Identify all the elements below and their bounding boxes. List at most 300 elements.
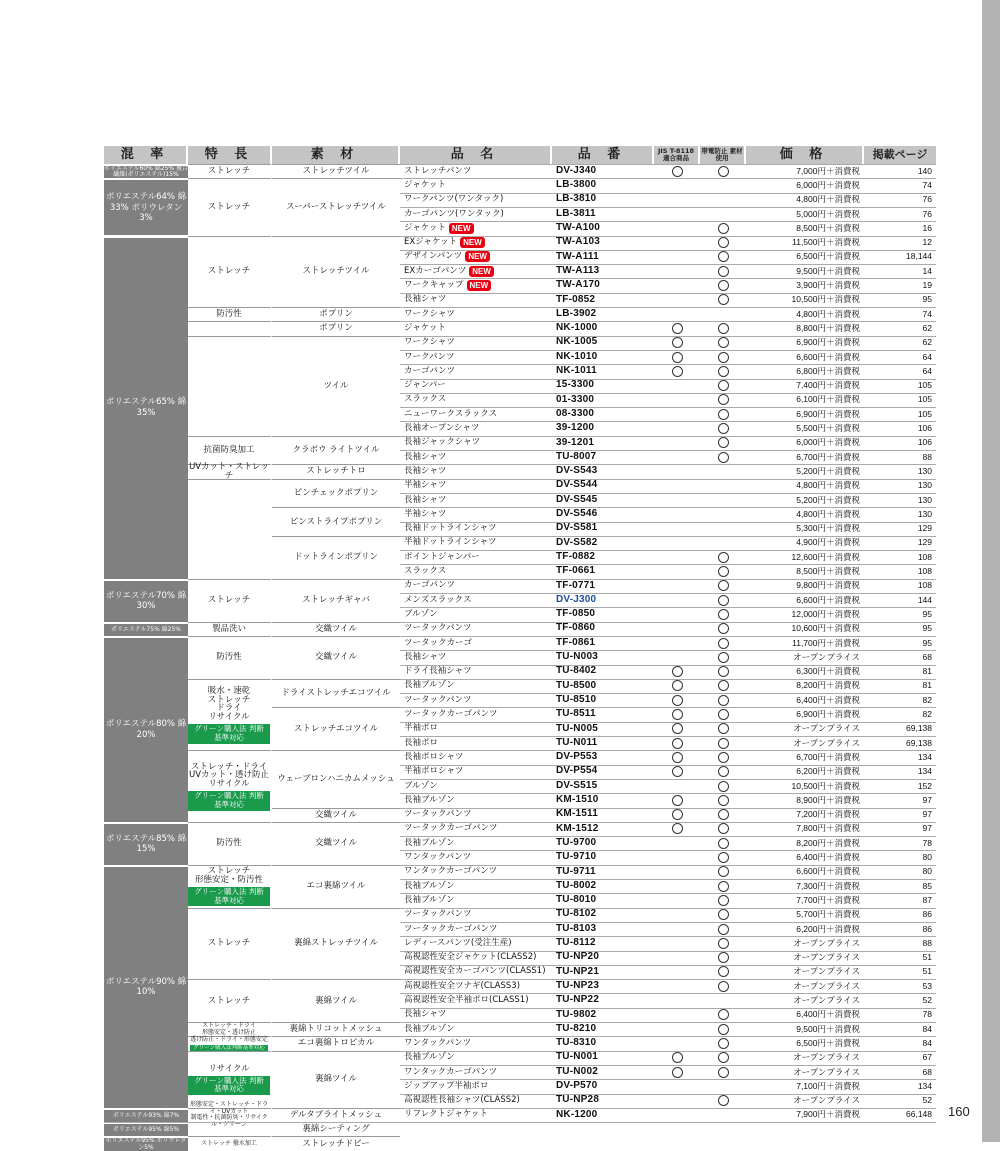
product-name [400, 421, 552, 435]
feature-text: リサイクル [208, 779, 250, 790]
product-price: オープンプライス [793, 1095, 860, 1106]
jis-cell [654, 1079, 700, 1093]
jis-cell [654, 993, 700, 1007]
product-name [400, 493, 552, 507]
feature-text: ストレッチ [207, 266, 251, 277]
feature-text: ストレッチ [207, 995, 251, 1006]
product-price: オープンプライス [793, 737, 860, 748]
jis-mark-icon [672, 352, 683, 363]
feature-cell [188, 679, 272, 751]
antistatic-cell [700, 765, 746, 779]
product-price: 6,700円＋消費税 [796, 751, 860, 762]
antistatic-cell [700, 908, 746, 922]
green-purchase-badge: グリーン購入法 判断基準対応 [188, 724, 270, 743]
antistatic-mark-icon [718, 852, 729, 863]
product-code: LB-3810 [556, 193, 597, 205]
product-name-text: ジャンパー [404, 380, 446, 391]
material-cell [272, 321, 400, 335]
antistatic-cell [700, 879, 746, 893]
product-name [400, 879, 552, 893]
antistatic-cell [700, 536, 746, 550]
catalog-page: 76 [922, 194, 932, 205]
catalog-page: 14 [922, 265, 932, 276]
jis-cell [654, 264, 700, 278]
product-price: 6,800円＋消費税 [796, 365, 860, 376]
material-cell [272, 1051, 400, 1108]
material-cell [272, 436, 400, 465]
material-cell [272, 1022, 400, 1036]
catalog-page: 51 [922, 966, 932, 977]
product-price: オープンプライス [793, 651, 860, 662]
product-code: TU-8310 [556, 1037, 597, 1049]
material-cell [272, 507, 400, 536]
feature-text: UVカット・ストレッチ [189, 462, 269, 481]
mix-rate: ポリエステル60% 綿25% 複合繊維(ポリエステル)15% [104, 164, 188, 179]
material-text: ストレッチツイル [302, 166, 370, 177]
feature-text: ストレッチ [207, 166, 251, 177]
antistatic-cell [700, 379, 746, 393]
jis-cell [654, 493, 700, 507]
product-code: DV-S543 [556, 465, 598, 477]
antistatic-mark-icon [718, 1038, 729, 1049]
product-code: DV-P570 [556, 1080, 598, 1092]
material-text: ポプリン [319, 323, 353, 334]
jis-cell [654, 164, 700, 178]
catalog-page: 134 [917, 1080, 932, 1091]
antistatic-cell [700, 350, 746, 364]
feature-text: ストレッチ [207, 595, 251, 606]
catalog-page: 19 [922, 280, 932, 291]
jis-cell [654, 822, 700, 836]
product-code: LB-3811 [556, 207, 596, 219]
catalog-page: 69,138 [906, 737, 932, 748]
product-name [400, 536, 552, 550]
product-price: 6,400円＋消費税 [796, 694, 860, 705]
product-code: DV-S544 [556, 479, 598, 491]
product-code: DV-J340 [556, 164, 597, 176]
material-cell [272, 979, 400, 1022]
product-price: 9,500円＋消費税 [796, 1023, 860, 1034]
product-name-text: 長袖ブルゾン [404, 680, 455, 691]
catalog-page: 130 [917, 494, 932, 505]
catalog-page: 144 [917, 594, 932, 605]
product-code: TF-0850 [556, 608, 596, 620]
product-name [400, 236, 552, 250]
feature-cell [188, 307, 272, 321]
antistatic-cell [700, 278, 746, 292]
product-code: NK-1200 [556, 1108, 598, 1120]
product-price: 6,700円＋消費税 [796, 451, 860, 462]
product-price: 5,200円＋消費税 [796, 465, 860, 476]
product-name-text: 長袖ブルゾン [404, 1023, 455, 1034]
antistatic-mark-icon [718, 709, 729, 720]
jis-mark-icon [672, 795, 683, 806]
jis-mark-icon [672, 666, 683, 677]
product-price: 7,000円＋消費税 [796, 165, 860, 176]
material-cell [272, 865, 400, 908]
catalog-page: 108 [917, 566, 932, 577]
jis-cell [654, 1022, 700, 1036]
jis-cell [654, 951, 700, 965]
product-code: NK-1000 [556, 322, 598, 334]
antistatic-cell [700, 178, 746, 192]
product-code: TU-8402 [556, 665, 597, 677]
product-name-text: カーゴパンツ [404, 365, 456, 376]
product-code: TW-A113 [556, 264, 600, 276]
product-name-text: 長袖シャツ [404, 651, 447, 662]
antistatic-mark-icon [718, 1052, 729, 1063]
product-price: 5,200円＋消費税 [796, 494, 860, 505]
material-text: ストレッチギャバ [302, 595, 370, 606]
product-name [400, 707, 552, 721]
jis-cell [654, 393, 700, 407]
jis-mark-icon [672, 723, 683, 734]
green-purchase-badge: グリーン購入法 判断基準対応 [188, 791, 270, 810]
antistatic-cell [700, 1051, 746, 1065]
antistatic-mark-icon [718, 1095, 729, 1106]
catalog-page: 64 [922, 351, 932, 362]
product-name [400, 364, 552, 378]
jis-cell [654, 293, 700, 307]
product-code: TU-NP22 [556, 994, 600, 1006]
material-cell [272, 908, 400, 980]
product-name [400, 793, 552, 807]
product-name [400, 579, 552, 593]
product-name [400, 836, 552, 850]
product-price: オープンプライス [793, 980, 860, 991]
material-cell [272, 707, 400, 750]
jis-cell [654, 722, 700, 736]
feature-cell [188, 622, 272, 636]
product-name-text: 長袖シャツ [404, 494, 447, 505]
material-text: 交織ツイル [314, 809, 358, 820]
antistatic-mark-icon [718, 666, 729, 677]
catalog-page: 97 [922, 794, 932, 805]
catalog-page: 130 [917, 480, 932, 491]
feature-text: 製品洗い [211, 623, 246, 634]
antistatic-mark-icon [718, 380, 729, 391]
catalog-page: 74 [922, 308, 932, 319]
antistatic-cell [700, 1079, 746, 1093]
catalog-page: 84 [922, 1037, 932, 1048]
product-code: TU-8210 [556, 1022, 597, 1034]
antistatic-mark-icon [718, 1067, 729, 1078]
feature-text: ストレッチ 撥水加工 [201, 1139, 257, 1147]
antistatic-mark-icon [718, 366, 729, 377]
product-name-text: 半袖シャツ [404, 480, 447, 491]
antistatic-mark-icon [718, 452, 729, 463]
antistatic-cell [700, 1094, 746, 1108]
header-page: 掲載ページ [864, 146, 936, 164]
product-name [400, 550, 552, 564]
product-name-text: ワンタックカーゴパンツ [404, 866, 498, 877]
product-name-text: ポイントジャンパー [404, 551, 480, 562]
product-name [400, 307, 552, 321]
antistatic-cell [700, 479, 746, 493]
antistatic-cell [700, 364, 746, 378]
antistatic-cell [700, 922, 746, 936]
product-price: 8,200円＋消費税 [796, 837, 860, 848]
material-cell [272, 307, 400, 321]
product-name [400, 593, 552, 607]
catalog-page: 18,144 [906, 251, 932, 262]
feature-cell [188, 321, 272, 335]
product-name [400, 1022, 552, 1036]
product-code: TF-0860 [556, 622, 596, 634]
product-price: 6,600円＋消費税 [796, 351, 860, 362]
product-name [400, 965, 552, 979]
antistatic-cell [700, 1022, 746, 1036]
antistatic-mark-icon [718, 552, 729, 563]
antistatic-mark-icon [718, 394, 729, 405]
mix-rate: ポリエステル95% 綿5% [104, 1122, 188, 1136]
catalog-page: 12 [922, 237, 932, 248]
jis-cell [654, 250, 700, 264]
product-code: TU-8103 [556, 922, 597, 934]
material-text: 裏綿ツイル [314, 995, 358, 1006]
product-code: TW-A170 [556, 279, 600, 291]
catalog-page: 140 [917, 165, 932, 176]
product-name [400, 379, 552, 393]
product-price: オープンプライス [793, 1052, 860, 1063]
feature-cell [188, 908, 272, 980]
product-name [400, 951, 552, 965]
antistatic-mark-icon [718, 695, 729, 706]
product-name-text: カーゴパンツ [404, 580, 456, 591]
antistatic-cell [700, 336, 746, 350]
jis-cell [654, 679, 700, 693]
antistatic-mark-icon [718, 838, 729, 849]
product-price: 12,600円＋消費税 [791, 551, 860, 562]
product-name-text: ワンタックパンツ [404, 852, 472, 863]
catalog-page: 152 [917, 780, 932, 791]
jis-cell [654, 779, 700, 793]
feature-cell [188, 822, 272, 865]
product-code: 39-1200 [556, 422, 595, 434]
material-text: 交織ツイル [314, 838, 358, 849]
product-name-text: 長袖ジャックシャツ [404, 437, 481, 448]
antistatic-cell [700, 221, 746, 235]
product-name [400, 507, 552, 521]
catalog-page: 62 [922, 322, 932, 333]
product-code: TW-A103 [556, 236, 600, 248]
product-name-text: ブルゾン [404, 780, 438, 791]
product-price: 5,300円＋消費税 [796, 523, 860, 534]
material-text: エコ裏綿ツイル [306, 881, 366, 892]
product-name [400, 622, 552, 636]
catalog-page: 95 [922, 623, 932, 634]
header-name: 品 名 [400, 146, 552, 164]
feature-text: ストレッチ [207, 866, 251, 877]
feature-cell [188, 336, 272, 436]
product-name [400, 722, 552, 736]
product-code: TU-8510 [556, 693, 597, 705]
catalog-page: 88 [922, 451, 932, 462]
catalog-page: 53 [922, 980, 932, 991]
product-name [400, 779, 552, 793]
jis-cell [654, 421, 700, 435]
antistatic-cell [700, 421, 746, 435]
catalog-page: 64 [922, 365, 932, 376]
product-code: 01-3300 [556, 393, 595, 405]
product-price: 6,400円＋消費税 [796, 852, 860, 863]
material-text: 裏綿トリコットメッシュ [289, 1024, 383, 1035]
product-name-text: ワークシャツ [404, 308, 455, 319]
catalog-page: 129 [917, 537, 932, 548]
product-name [400, 178, 552, 192]
product-price: 6,500円＋消費税 [796, 1037, 860, 1048]
product-name-text: 長袖ブルゾン [404, 837, 455, 848]
product-price: 8,900円＋消費税 [796, 794, 860, 805]
green-purchase-badge: グリーン購入法 判断基準対応 [188, 887, 270, 906]
jis-cell [654, 665, 700, 679]
jis-cell [654, 750, 700, 764]
product-code: TW-A111 [556, 250, 599, 262]
product-price: オープンプライス [793, 937, 860, 948]
product-price: 11,700円＋消費税 [792, 637, 860, 648]
jis-cell [654, 536, 700, 550]
product-price: 8,800円＋消費税 [796, 322, 860, 333]
jis-cell [654, 893, 700, 907]
product-name-text: ツータックパンツ [404, 623, 472, 634]
product-name [400, 293, 552, 307]
product-code: NK-1010 [556, 350, 598, 362]
antistatic-mark-icon [718, 580, 729, 591]
product-name-text: ドライ長袖シャツ [404, 666, 472, 677]
feature-cell [188, 164, 272, 178]
catalog-page: 106 [917, 423, 932, 434]
catalog-page: 52 [922, 1095, 932, 1106]
material-cell [272, 808, 400, 822]
product-name [400, 164, 552, 178]
material-cell [272, 1108, 400, 1122]
feature-cell [188, 1136, 272, 1150]
product-name-text: 高視認性安全カーゴパンツ(CLASS1) [404, 966, 546, 977]
product-name [400, 693, 552, 707]
product-name-text: ワークシャツ [404, 337, 455, 348]
material-text: 交織ツイル [314, 623, 358, 634]
product-name-text: 高視認性安全半袖ポロ(CLASS1) [404, 995, 529, 1006]
product-name-text: レディースパンツ(受注生産) [404, 937, 512, 948]
product-price: 7,200円＋消費税 [796, 809, 860, 820]
antistatic-mark-icon [718, 280, 729, 291]
product-name-text: カーゴパンツ(ワンタック) [404, 208, 504, 219]
product-name-text: ツータックパンツ [404, 909, 472, 920]
feature-cell [188, 479, 272, 579]
jis-cell [654, 221, 700, 235]
antistatic-cell [700, 593, 746, 607]
product-price: 6,200円＋消費税 [796, 766, 860, 777]
material-text: ストレッチエコツイル [293, 723, 379, 734]
product-name [400, 264, 552, 278]
product-code: KM-1510 [556, 794, 599, 806]
jis-cell [654, 865, 700, 879]
feature-text: リサイクル [208, 712, 250, 723]
product-price: 4,800円＋消費税 [796, 480, 860, 491]
jis-cell [654, 650, 700, 664]
antistatic-mark-icon [718, 866, 729, 877]
product-price: 9,800円＋消費税 [796, 580, 860, 591]
catalog-page: 78 [922, 1009, 932, 1020]
catalog-page: 130 [917, 508, 932, 519]
catalog-page: 69,138 [906, 723, 932, 734]
product-code: TU-N001 [556, 1051, 598, 1063]
catalog-page: 88 [922, 937, 932, 948]
product-code: TU-NP23 [556, 979, 600, 991]
jis-cell [654, 193, 700, 207]
product-code: TU-8010 [556, 894, 597, 906]
antistatic-cell [700, 550, 746, 564]
product-name [400, 665, 552, 679]
jis-cell [654, 550, 700, 564]
product-name-text: ワークパンツ(ワンタック) [404, 194, 504, 205]
product-name [400, 679, 552, 693]
jis-cell [654, 836, 700, 850]
jis-cell [654, 379, 700, 393]
catalog-page: 86 [922, 923, 932, 934]
product-name-text: 長袖ブルゾン [404, 794, 455, 805]
material-cell [272, 1122, 400, 1136]
product-name [400, 464, 552, 478]
product-name [400, 765, 552, 779]
product-price: 7,400円＋消費税 [796, 380, 860, 391]
material-text: デルタブライトメッシュ [289, 1109, 383, 1120]
product-name [400, 736, 552, 750]
product-name-text: ニューワークスラックス [404, 408, 498, 419]
product-price: 4,800円＋消費税 [796, 308, 860, 319]
mix-rate: ポリエステル85% 綿15% [104, 822, 188, 865]
product-code: TW-A100 [556, 222, 600, 234]
material-text: ドットラインポプリン [293, 552, 379, 563]
antistatic-cell [700, 307, 746, 321]
product-name-text: 長袖オープンシャツ [404, 423, 480, 434]
product-name-text: ジャケット [404, 222, 446, 233]
product-name [400, 522, 552, 536]
catalog-page: 97 [922, 823, 932, 834]
product-name [400, 636, 552, 650]
jis-cell [654, 364, 700, 378]
jis-cell [654, 1008, 700, 1022]
feature-cell [188, 1022, 272, 1036]
green-purchase-badge: グリーン購入法 判断基準対応 [188, 1076, 270, 1095]
antistatic-cell [700, 936, 746, 950]
jis-cell [654, 1036, 700, 1050]
antistatic-cell [700, 579, 746, 593]
antistatic-mark-icon [718, 652, 729, 663]
product-code: TF-0882 [556, 550, 596, 562]
material-cell [272, 164, 400, 178]
product-name [400, 850, 552, 864]
product-code: DV-S545 [556, 493, 598, 505]
catalog-page: 95 [922, 294, 932, 305]
product-price: 5,700円＋消費税 [796, 909, 860, 920]
jis-cell [654, 1051, 700, 1065]
mix-rate: ポリエステル64% 綿33% ポリウレタン3% [104, 178, 188, 235]
antistatic-mark-icon [718, 723, 729, 734]
antistatic-cell [700, 965, 746, 979]
antistatic-mark-icon [718, 981, 729, 992]
product-name [400, 808, 552, 822]
product-name-text: 長袖シャツ [404, 294, 447, 305]
catalog-page: 67 [922, 1052, 932, 1063]
catalog-page: 97 [922, 809, 932, 820]
product-code: LB-3902 [556, 307, 597, 319]
material-text: ピンストライプポプリン [289, 516, 383, 527]
antistatic-mark-icon [718, 251, 729, 262]
product-code: TU-9711 [556, 865, 596, 877]
product-name [400, 321, 552, 335]
product-name [400, 336, 552, 350]
